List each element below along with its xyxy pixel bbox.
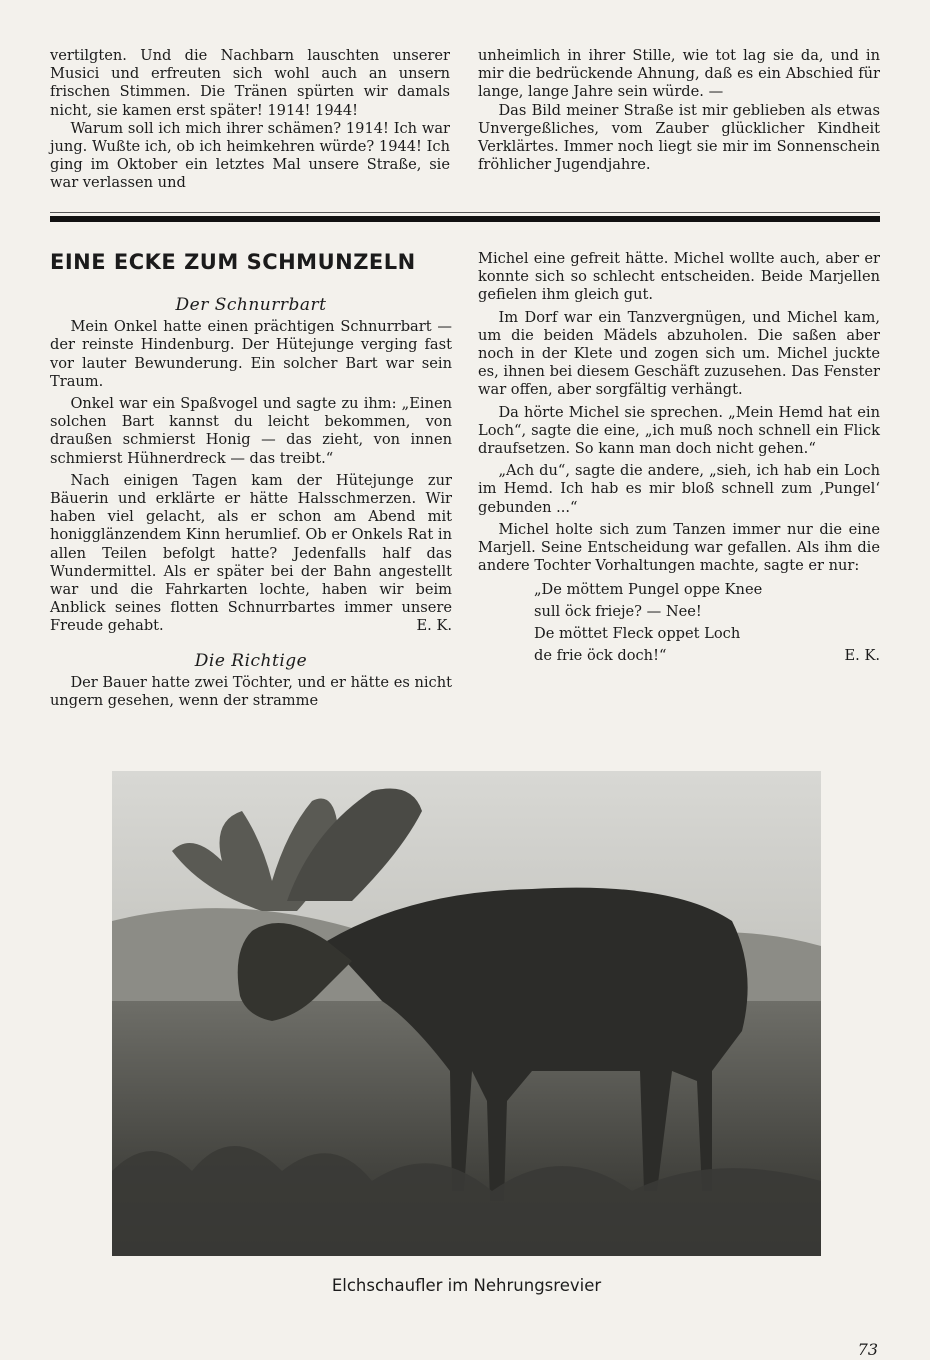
moose-illustration <box>112 771 821 1256</box>
poem-line: sull öck frieje? — Nee! <box>534 603 702 621</box>
section-divider-thin <box>50 212 880 213</box>
paragraph: Michel holte sich zum Tanzen immer nur die eine Marjell. Seine Entscheidung war gefallen. Als ihm die andere Tochter Vorhaltungen machte, sagte er nur: <box>478 520 880 575</box>
poem <box>534 579 880 667</box>
photo-caption: Elchschaufler im Nehrungsrevier <box>331 1276 602 1295</box>
left-story-column <box>50 290 452 710</box>
paragraph <box>50 472 452 636</box>
paragraph: Michel eine gefreit hätte. Michel wollte auch, aber er konnte sich so schlecht entscheiden. Beide Marjellen gefielen ihm gleich gut. <box>478 250 880 304</box>
paragraph: Das Bild meiner Straße ist mir geblieben als etwas Unvergeßliches, vom Zauber glücklicher Kindheit Verklärtes. Immer noch liegt sie mir im Sonnenschein fröhlicher Jugendjahre. <box>478 101 880 174</box>
author-signature: E. K. <box>416 617 452 635</box>
author-signature: E. K. <box>844 647 880 665</box>
section-title: EINE ECKE ZUM SCHMUNZELN <box>50 250 416 274</box>
poem-line <box>534 645 880 667</box>
paragraph: unheimlich in ihrer Stille, wie tot lag sie da, und in mir die bedrückende Ahnung, daß es ein Abschied für lange, lange Jahre sein würde. — <box>478 47 880 101</box>
poem-line-text: de frie öck doch!“ <box>534 647 667 665</box>
paragraph: „Ach du“, sagte die andere, „sieh, ich hab ein Loch im Hemd. Ich hab es mir bloß schnell zum ‚Pungel‘ gebunden ...“ <box>478 462 880 516</box>
page-number: 73 <box>857 1340 878 1359</box>
paragraph: Onkel war ein Spaßvogel und sagte zu ihm: „Einen solchen Bart kannst du leicht bekommen, von draußen schmierst Honig — das zieht, von innen schmierst Hühnerdreck — das treibt.“ <box>50 395 452 467</box>
paragraph: Mein Onkel hatte einen prächtigen Schnurrbart — der reinste Hindenburg. Der Hütejunge verging fast vor lauter Bewunderung. Ein solcher Bart war sein Traum. <box>50 318 452 390</box>
paragraph: Im Dorf war ein Tanzvergnügen, und Michel kam, um die beiden Mädels abzuholen. Die saßen aber noch in der Klete und zogen sich um. Michel juckte es, ihnen bei diesem Geschäft zuzusehen. Das Fenster war offen, aber sorgfältig verhängt. <box>478 308 880 399</box>
story-title-richtige: Die Richtige <box>194 650 308 671</box>
top-left-column <box>50 47 450 193</box>
poem-line: „De möttem Pungel oppe Knee <box>534 581 763 599</box>
paragraph: vertilgten. Und die Nachbarn lauschten unserer Musici und erfreuten sich wohl auch an unsern frischen Stimmen. Die Tränen spürten wir damals nicht, sie kamen erst später! 1914! 1944! <box>50 47 450 119</box>
section-divider <box>50 216 880 222</box>
top-right-column <box>478 47 880 174</box>
poem-line: De möttet Fleck oppet Loch <box>534 625 741 643</box>
paragraph: Warum soll ich mich ihrer schämen? 1914! Ich war jung. Wußte ich, ob ich heimkehren würde? 1944! Ich ging im Oktober ein letztes Mal unsere Straße, sie war verlassen und <box>50 119 450 192</box>
story-title-schnurrbart: Der Schnurrbart <box>175 295 327 315</box>
paragraph-text: Nach einigen Tagen kam der Hütejunge zur Bäuerin und erklärte er hätte Halsschmerzen. Wir haben viel gelacht, als er schon am Abend mit honigglänzendem Kinn herumlief. Ob er Onkels Rat in allen Teilen befolgt hatte? Jedenfalls half das Wundermittel. Als er später bei der Bahn angestellt war und die Fahrkarten lochte, haben wir beim Anblick seines flotten Schnurrbartes immer unsere Freude gehabt. <box>50 471 452 635</box>
moose-photo <box>112 771 821 1256</box>
paragraph: Da hörte Michel sie sprechen. „Mein Hemd hat ein Loch“, sagte die eine, „ich muß noch schnell ein Flick draufsetzen. So kann man doch nicht gehen.“ <box>478 403 880 458</box>
right-story-column <box>478 250 880 667</box>
paragraph: Der Bauer hatte zwei Töchter, und er hätte es nicht ungern gesehen, wenn der stramme <box>50 673 452 710</box>
